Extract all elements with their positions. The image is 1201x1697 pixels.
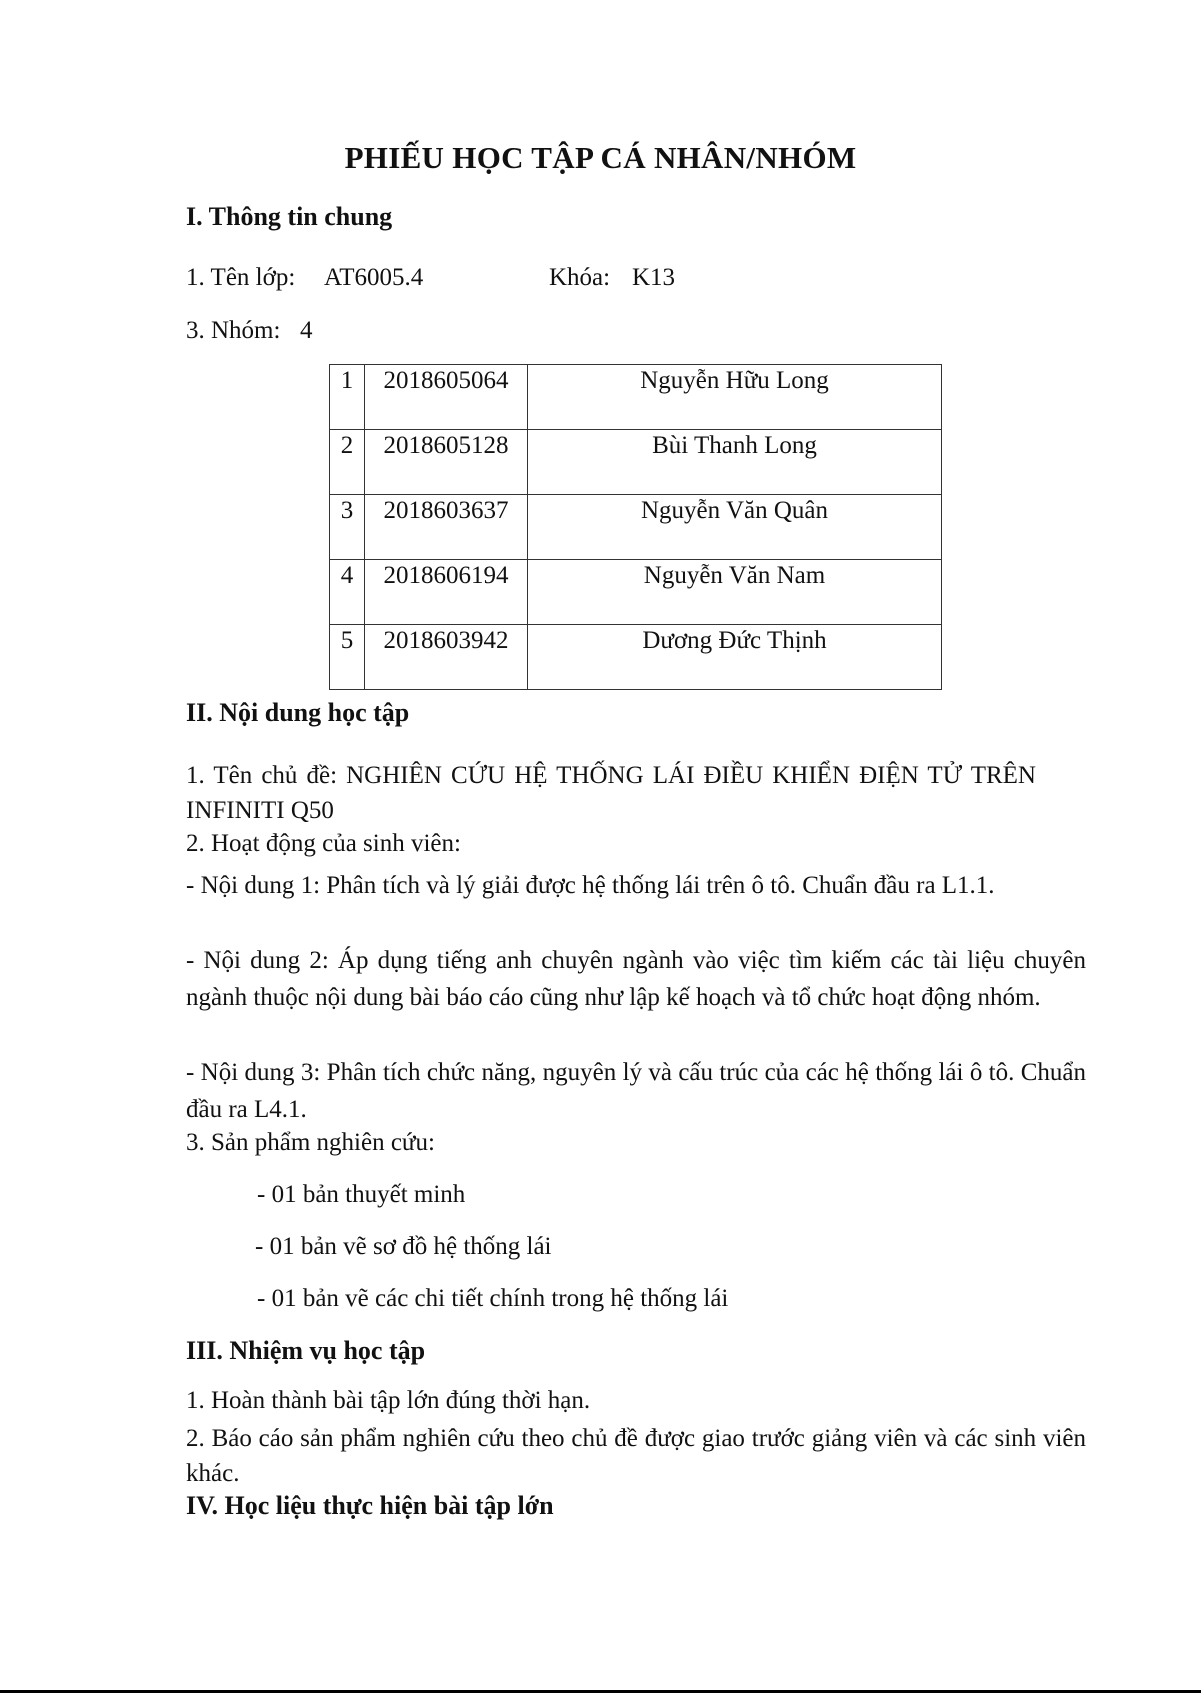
class-label: 1. Tên lớp: (186, 264, 296, 291)
products-label: 3. Sản phẩm nghiên cứu: (186, 1129, 435, 1156)
member-student-id: 2018606194 (383, 562, 509, 589)
activities-label: 2. Hoạt động của sinh viên: (186, 830, 461, 857)
table-row (330, 495, 942, 560)
member-number: 1 (330, 365, 365, 430)
table-row (330, 365, 942, 430)
group-label: 3. Nhóm: (186, 317, 281, 344)
member-name: Bùi Thanh Long (528, 430, 942, 495)
section-4-heading: IV. Học liệu thực hiện bài tập lớn (186, 1491, 554, 1520)
table-row (330, 625, 942, 690)
member-number: 5 (330, 625, 365, 690)
member-number: 3 (330, 495, 365, 560)
content-item-2: - Nội dung 2: Áp dụng tiếng anh chuyên ngành vào việc tìm kiếm các tài liệu chuyên ngành thuộc nội dung bài báo cáo cũng như lập kế hoạch và tổ chức hoạt động nhóm. (186, 947, 1086, 1011)
member-student-id: 2018605128 (383, 432, 509, 459)
member-student-id: 2018603942 (383, 627, 509, 654)
member-student-id: 2018605064 (383, 367, 509, 394)
member-name: Dương Đức Thịnh (528, 625, 942, 690)
product-item: - 01 bản vẽ các chi tiết chính trong hệ thống lái (257, 1285, 729, 1312)
section-2-heading: II. Nội dung học tập (186, 698, 410, 727)
page-bottom-rule (0, 1690, 1201, 1693)
course-label: Khóa: (549, 264, 611, 291)
member-name: Nguyễn Hữu Long (528, 365, 942, 430)
members-table (329, 364, 942, 690)
class-value: AT6005.4 (324, 264, 424, 291)
page-title: PHIẾU HỌC TẬP CÁ NHÂN/NHÓM (344, 140, 857, 175)
product-item: - 01 bản thuyết minh (257, 1181, 466, 1208)
table-row (330, 430, 942, 495)
content-item-3: - Nội dung 3: Phân tích chức năng, nguyên lý và cấu trúc của các hệ thống lái ô tô. Chuẩn đầu ra L4.1. (186, 1059, 1086, 1123)
content-item-1: - Nội dung 1: Phân tích và lý giải được hệ thống lái trên ô tô. Chuẩn đầu ra L1.1. (186, 872, 995, 899)
table-row (330, 560, 942, 625)
topic-text: 1. Tên chủ đề: NGHIÊN CỨU HỆ THỐNG LÁI ĐIỀU KHIỂN ĐIỆN TỬ TRÊN INFINITI Q50 (186, 762, 1036, 824)
section-1-heading: I. Thông tin chung (186, 202, 393, 231)
task-item-1: 1. Hoàn thành bài tập lớn đúng thời hạn. (186, 1387, 591, 1414)
member-student-id: 2018603637 (383, 497, 509, 524)
member-number: 4 (330, 560, 365, 625)
group-value: 4 (300, 317, 313, 344)
member-number: 2 (330, 430, 365, 495)
member-name: Nguyễn Văn Nam (528, 560, 942, 625)
task-item-2: 2. Báo cáo sản phẩm nghiên cứu theo chủ đề được giao trước giảng viên và các sinh viên khác. (186, 1425, 1086, 1487)
section-3-heading: III. Nhiệm vụ học tập (186, 1336, 426, 1365)
course-value: K13 (632, 264, 676, 291)
product-item: - 01 bản vẽ sơ đồ hệ thống lái (255, 1233, 552, 1260)
member-name: Nguyễn Văn Quân (528, 495, 942, 560)
